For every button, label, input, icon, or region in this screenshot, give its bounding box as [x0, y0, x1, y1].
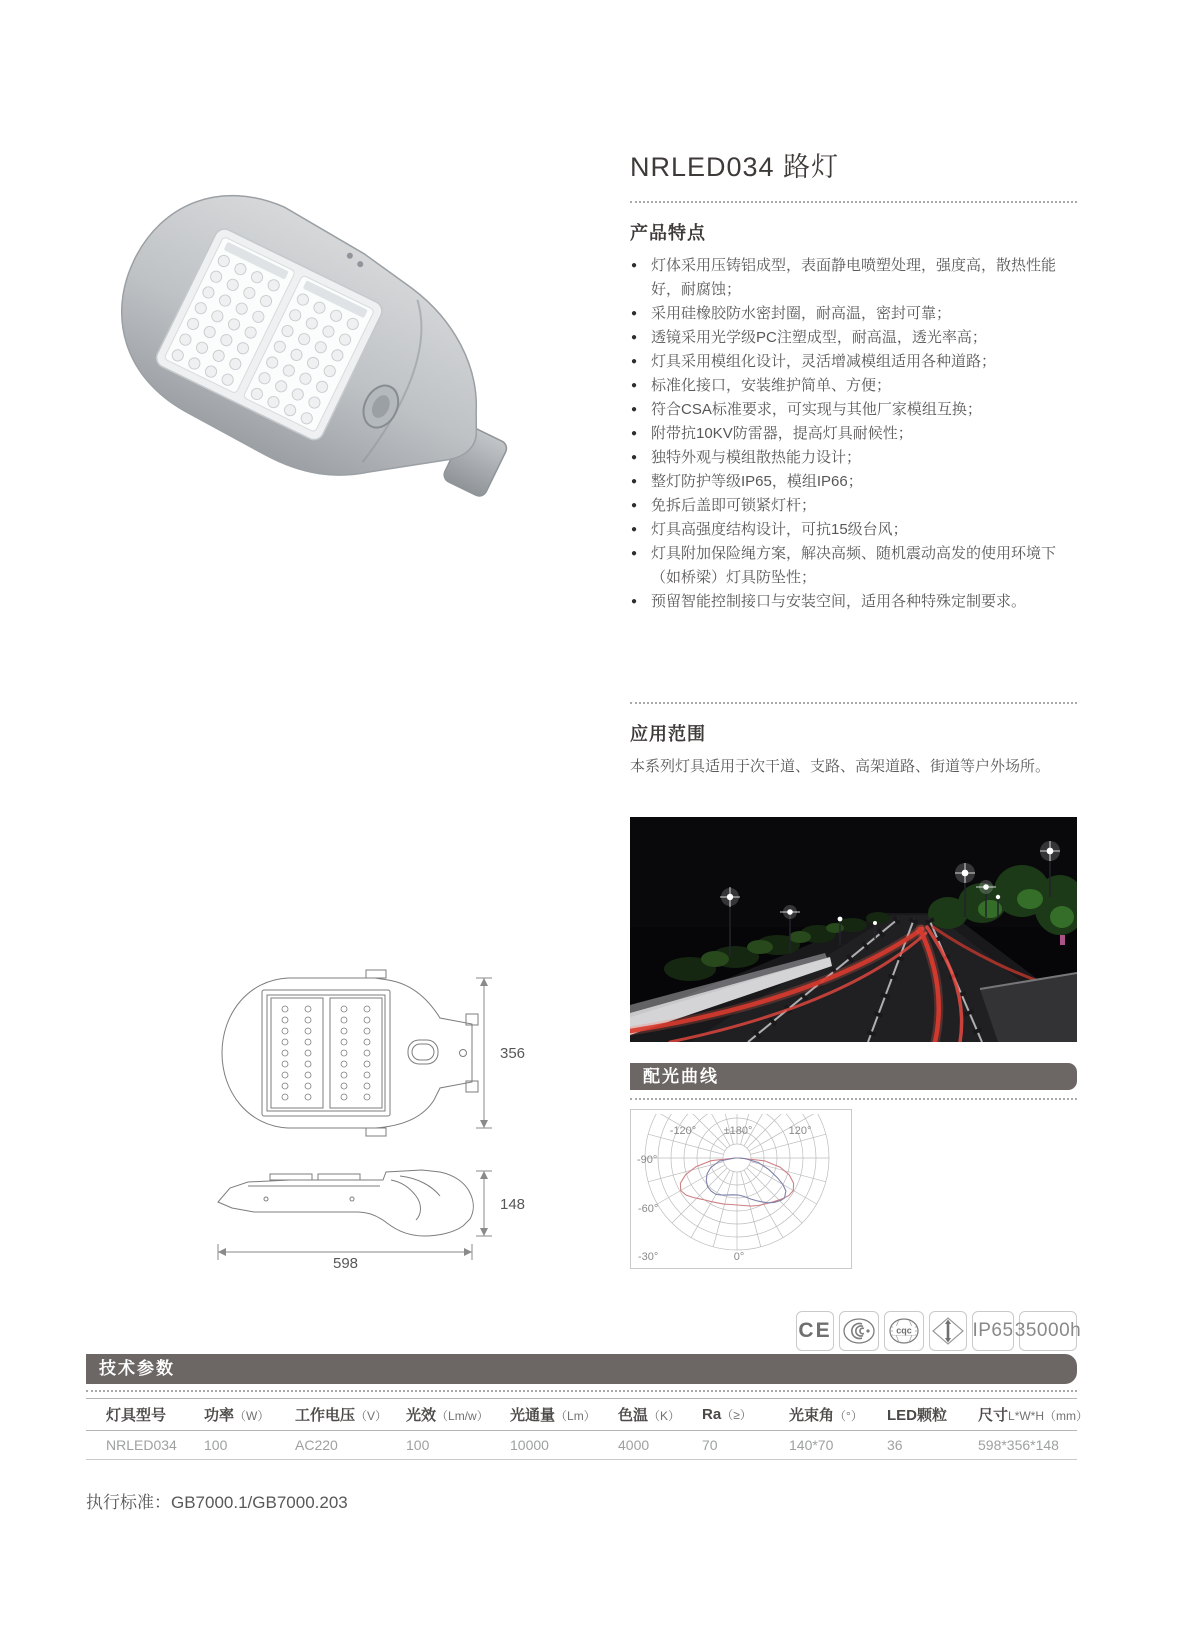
- dim-length-label: 598: [333, 1255, 359, 1272]
- specs-cell: 100: [406, 1431, 510, 1460]
- specs-cell: 10000: [510, 1431, 618, 1460]
- specs-col-header: LED颗粒: [887, 1399, 978, 1431]
- specs-cell: 100: [204, 1431, 295, 1460]
- specs-col-header: 尺寸L*W*H（mm）: [978, 1399, 1077, 1431]
- features-list: [630, 254, 1077, 614]
- feature-item: ● 标准化接口，安装维护简单、方便；: [630, 374, 1077, 398]
- angle-label: ±180°: [723, 1125, 753, 1137]
- specs-cell: NRLED034: [86, 1431, 204, 1460]
- dotted-divider: [630, 1098, 1077, 1100]
- feature-item: ● 灯具附加保险绳方案，解决高频、随机震动高发的使用环境下（如桥梁）灯具防坠性；: [630, 542, 1077, 590]
- specs-cell: 4000: [618, 1431, 702, 1460]
- feature-item: ● 整灯防护等级IP65，模组IP66；: [630, 470, 1077, 494]
- certification-badges: [630, 1311, 1082, 1351]
- specs-cell: 140*70: [789, 1431, 887, 1460]
- dim-height-label: 356: [500, 1045, 526, 1062]
- right-column: [630, 150, 1077, 1269]
- specs-cell: 36: [887, 1431, 978, 1460]
- specs-cell: 70: [702, 1431, 789, 1460]
- feature-item: ● 独特外观与模组散热能力设计；: [630, 446, 1077, 470]
- specs-table: [86, 1398, 1089, 1460]
- street-night-photo: [630, 817, 1077, 1042]
- lifetime-badge: [1014, 1311, 1082, 1351]
- specs-col-header: 光通量（Lm）: [510, 1399, 618, 1431]
- photometric-banner: 配光曲线: [630, 1063, 1077, 1090]
- specs-col-header: 灯具型号: [86, 1399, 204, 1431]
- feature-item: ● 符合CSA标准要求，可实现与其他厂家模组互换；: [630, 398, 1077, 422]
- specs-data-row: [86, 1431, 1077, 1460]
- dotted-divider: [630, 702, 1077, 704]
- svg-text:cqc: cqc: [896, 1325, 912, 1336]
- ip65-label: IP65: [972, 1320, 1014, 1341]
- cqc-mark-icon: [887, 1317, 921, 1345]
- specs-col-header: Ra（≥）: [702, 1399, 789, 1431]
- dotted-divider: [86, 1390, 1077, 1392]
- dimension-drawings: [170, 930, 570, 1275]
- product-photo: [55, 110, 575, 590]
- feature-item: ● 附带抗10KV防雷器，提高灯具耐候性；: [630, 422, 1077, 446]
- specs-col-header: 功率（W）: [204, 1399, 295, 1431]
- angle-label: -90°: [637, 1154, 658, 1166]
- specs-header-row: [86, 1399, 1077, 1431]
- lightning-rod-badge: [929, 1311, 967, 1351]
- application-text: 本系列灯具适用于次干道、支路、高架道路、街道等户外场所。: [630, 758, 1051, 775]
- specs-cell: 598*356*148: [978, 1431, 1077, 1460]
- angle-label: -30°: [638, 1251, 659, 1263]
- standard-note: 执行标准：GB7000.1/GB7000.203: [86, 1493, 348, 1512]
- specs-col-header: 光效（Lm/w）: [406, 1399, 510, 1431]
- lifetime-label: 35000h: [1014, 1320, 1082, 1341]
- ip65-badge: [972, 1311, 1014, 1351]
- page-title: NRLED034 路灯: [630, 152, 840, 182]
- specs-banner: 技术参数: [86, 1354, 1077, 1384]
- feature-item: ● 预留智能控制接口与安装空间，适用各种特殊定制要求。: [630, 590, 1077, 614]
- feature-item: ● 免拆后盖即可锁紧灯杆；: [630, 494, 1077, 518]
- angle-label: 0°: [733, 1251, 745, 1263]
- dotted-divider: [630, 201, 1077, 203]
- ccc-badge: [839, 1311, 879, 1351]
- dim-side-height-label: 148: [500, 1196, 526, 1213]
- cqc-badge: [884, 1311, 924, 1351]
- ce-mark-icon: CE: [798, 1319, 832, 1342]
- ccc-mark-icon: [842, 1317, 876, 1345]
- angle-label: -120°: [669, 1125, 697, 1137]
- angle-label: 120°: [788, 1125, 812, 1137]
- specs-cell: AC220: [295, 1431, 406, 1460]
- ce-badge: [796, 1311, 834, 1351]
- features-heading: 产品特点: [630, 223, 706, 243]
- feature-item: ● 灯具高强度结构设计，可抗15级台风；: [630, 518, 1077, 542]
- photometric-chart: [630, 1109, 852, 1269]
- specs-col-header: 光束角（°）: [789, 1399, 887, 1431]
- specs-col-header: 工作电压（V）: [295, 1399, 406, 1431]
- specs-col-header: 色温（K）: [618, 1399, 702, 1431]
- feature-item: ● 透镜采用光学级PC注塑成型，耐高温，透光率高；: [630, 326, 1077, 350]
- feature-item: ● 灯具采用模组化设计，灵活增减模组适用各种道路；: [630, 350, 1077, 374]
- feature-item: ● 灯体采用压铸铝成型，表面静电喷塑处理，强度高，散热性能好，耐腐蚀；: [630, 254, 1077, 302]
- application-heading: 应用范围: [630, 724, 706, 744]
- lightning-rod-icon: [931, 1316, 965, 1346]
- feature-item: ● 采用硅橡胶防水密封圈，耐高温，密封可靠；: [630, 302, 1077, 326]
- angle-label: -60°: [638, 1203, 659, 1215]
